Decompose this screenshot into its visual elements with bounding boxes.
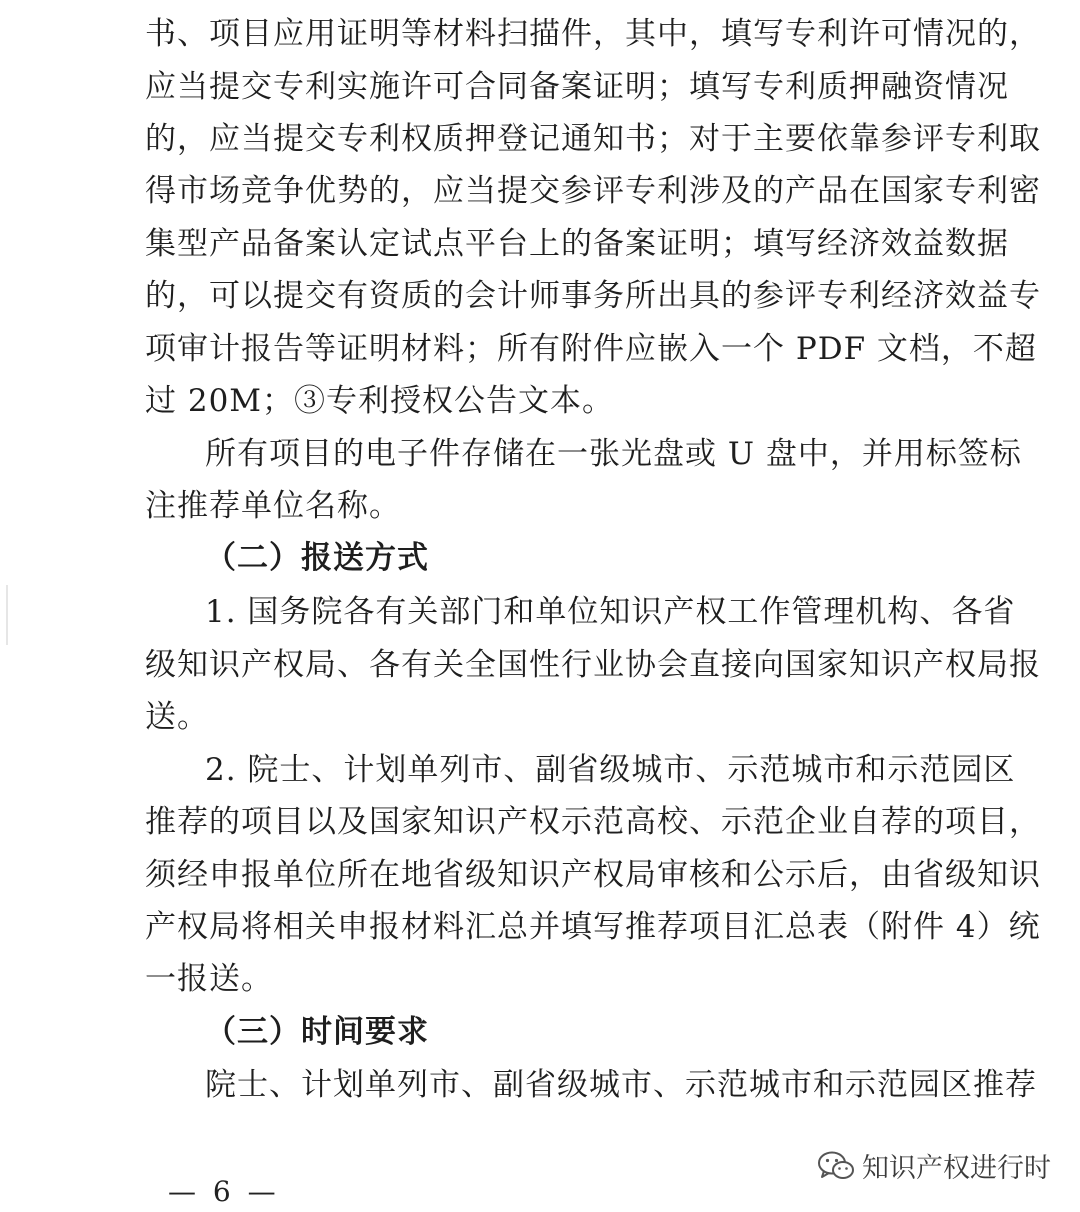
paragraph-line: 1. 国务院各有关部门和单位知识产权工作管理机构、各省 <box>205 594 1016 630</box>
page-number: — 6 — <box>168 1175 280 1208</box>
text-line: 须经申报单位所在地省级知识产权局审核和公示后，由省级知识 <box>145 857 1041 893</box>
text-line: 级知识产权局、各有关全国性行业协会直接向国家知识产权局报 <box>145 647 1041 683</box>
paragraph-line: 所有项目的电子件存储在一张光盘或 U 盘中，并用标签标 <box>205 436 1022 472</box>
text-line: 注推荐单位名称。 <box>145 488 401 524</box>
section-heading: （三）时间要求 <box>205 1014 429 1050</box>
text-line: 集型产品备案认定试点平台上的备案证明；填写经济效益数据 <box>145 226 1009 262</box>
paragraph-line: 院士、计划单列市、副省级城市、示范城市和示范园区推荐 <box>205 1067 1037 1103</box>
text-line: 项审计报告等证明材料；所有附件应嵌入一个 PDF 文档，不超 <box>145 331 1037 367</box>
watermark-text: 知识产权进行时 <box>862 1153 1051 1184</box>
text-line: 推荐的项目以及国家知识产权示范高校、示范企业自荐的项目， <box>145 804 1041 840</box>
text-line: 书、项目应用证明等材料扫描件，其中，填写专利许可情况的， <box>145 16 1041 52</box>
paragraph-line: 2. 院士、计划单列市、副省级城市、示范城市和示范园区 <box>205 752 1016 788</box>
text-line: 的，应当提交专利权质押登记通知书；对于主要依靠参评专利取 <box>145 121 1041 157</box>
text-line: 得市场竞争优势的，应当提交参评专利涉及的产品在国家专利密 <box>145 173 1041 209</box>
text-line: 产权局将相关申报材料汇总并填写推荐项目汇总表（附件 4）统 <box>145 909 1041 945</box>
text-line: 的，可以提交有资质的会计师事务所出具的参评专利经济效益专 <box>145 278 1041 314</box>
text-line: 过 20M；③专利授权公告文本。 <box>145 383 615 419</box>
watermark <box>816 1146 1051 1185</box>
section-heading: （二）报送方式 <box>205 540 429 576</box>
wechat-icon <box>816 1148 856 1184</box>
scan-edge-mark <box>6 585 8 645</box>
text-line: 送。 <box>145 699 209 735</box>
text-line: 一报送。 <box>145 961 273 997</box>
text-line: 应当提交专利实施许可合同备案证明；填写专利质押融资情况 <box>145 69 1009 105</box>
